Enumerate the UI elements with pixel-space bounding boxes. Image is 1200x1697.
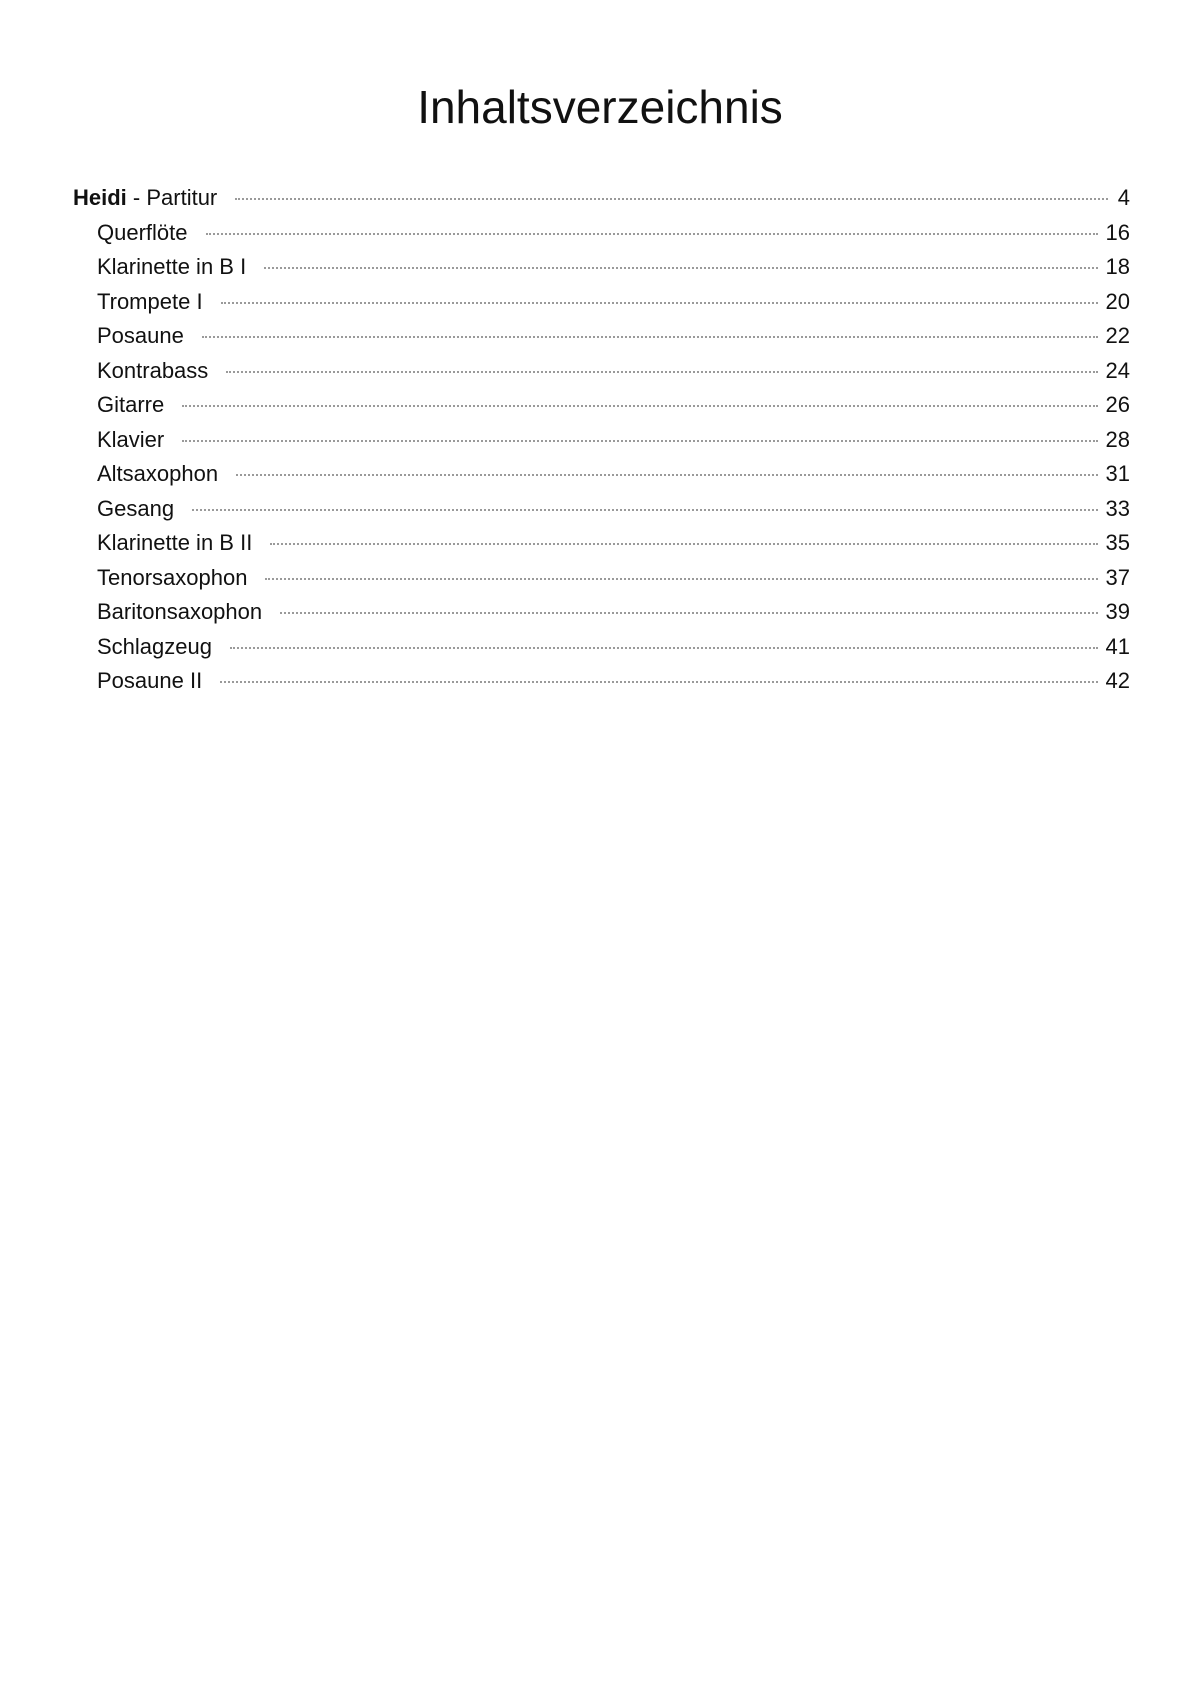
toc-entry-title-rest: - Partitur [126, 185, 218, 210]
toc-entry[interactable] [73, 595, 1130, 630]
toc-entry[interactable] [73, 423, 1130, 458]
toc-entry[interactable] [73, 664, 1130, 699]
toc-entry-label: Querflöte [97, 219, 188, 245]
toc-entry-label: Baritonsaxophon [97, 599, 263, 624]
table-of-contents [73, 181, 1130, 699]
dot-leader [202, 336, 1098, 338]
dot-leader [235, 198, 1108, 200]
toc-entry-page-number: 28 [1105, 426, 1130, 452]
toc-entry-page-number: 16 [1105, 219, 1130, 245]
toc-entry-label: Klarinette in B II [97, 530, 253, 555]
toc-entry-label: Altsaxophon [97, 461, 219, 486]
dot-leader [206, 233, 1098, 235]
toc-entry-label: Posaune [97, 323, 184, 348]
toc-entry[interactable] [73, 354, 1130, 389]
toc-entry-page-number: 41 [1105, 633, 1130, 659]
toc-entry-page-number: 33 [1105, 495, 1130, 521]
toc-entry-page-number: 35 [1105, 530, 1130, 555]
toc-entry-label [73, 181, 217, 216]
toc-entry[interactable] [73, 526, 1130, 561]
toc-entry-label: Schlagzeug [97, 633, 212, 659]
toc-entry-page-number: 42 [1105, 668, 1130, 693]
toc-entry[interactable] [73, 492, 1130, 527]
dot-leader [270, 543, 1097, 545]
toc-entry[interactable] [73, 388, 1130, 423]
dot-leader [226, 371, 1097, 373]
toc-entry-page-number: 31 [1105, 461, 1130, 486]
toc-entry-label: Posaune II [97, 668, 203, 693]
dot-leader [182, 405, 1097, 407]
toc-entry[interactable] [73, 457, 1130, 492]
toc-entry-page-number: 4 [1117, 185, 1130, 210]
toc-entry-page-number: 26 [1105, 392, 1130, 417]
toc-entry[interactable] [73, 319, 1130, 354]
toc-entry-page-number: 24 [1105, 357, 1130, 383]
toc-entry-main[interactable] [73, 181, 1130, 216]
toc-entry[interactable] [73, 216, 1130, 251]
dot-leader [264, 267, 1097, 269]
dot-leader [221, 302, 1098, 304]
toc-entry-label: Gesang [97, 495, 175, 521]
dot-leader [280, 612, 1097, 614]
toc-entry[interactable] [73, 630, 1130, 665]
toc-entry-page-number: 37 [1105, 564, 1130, 590]
dot-leader [230, 647, 1098, 649]
toc-entry-label: Gitarre [97, 392, 165, 417]
toc-entry-page-number: 39 [1105, 599, 1130, 624]
toc-entry[interactable] [73, 285, 1130, 320]
dot-leader [220, 681, 1097, 683]
toc-entry-page-number: 20 [1105, 288, 1130, 314]
toc-entry-label: Klarinette in B I [97, 254, 247, 279]
toc-entry-label: Kontrabass [97, 357, 209, 383]
dot-leader [265, 578, 1097, 580]
toc-entry-page-number: 18 [1105, 254, 1130, 279]
toc-entry-label: Tenorsaxophon [97, 564, 248, 590]
toc-entry-title-bold: Heidi [73, 185, 127, 210]
dot-leader [236, 474, 1097, 476]
toc-entry[interactable] [73, 561, 1130, 596]
dot-leader [192, 509, 1097, 511]
toc-entry-label: Klavier [97, 426, 165, 452]
toc-entry-label: Trompete I [97, 288, 203, 314]
page-title: Inhaltsverzeichnis [417, 81, 783, 133]
dot-leader [182, 440, 1097, 442]
toc-entry-page-number: 22 [1105, 323, 1130, 348]
toc-entry[interactable] [73, 250, 1130, 285]
